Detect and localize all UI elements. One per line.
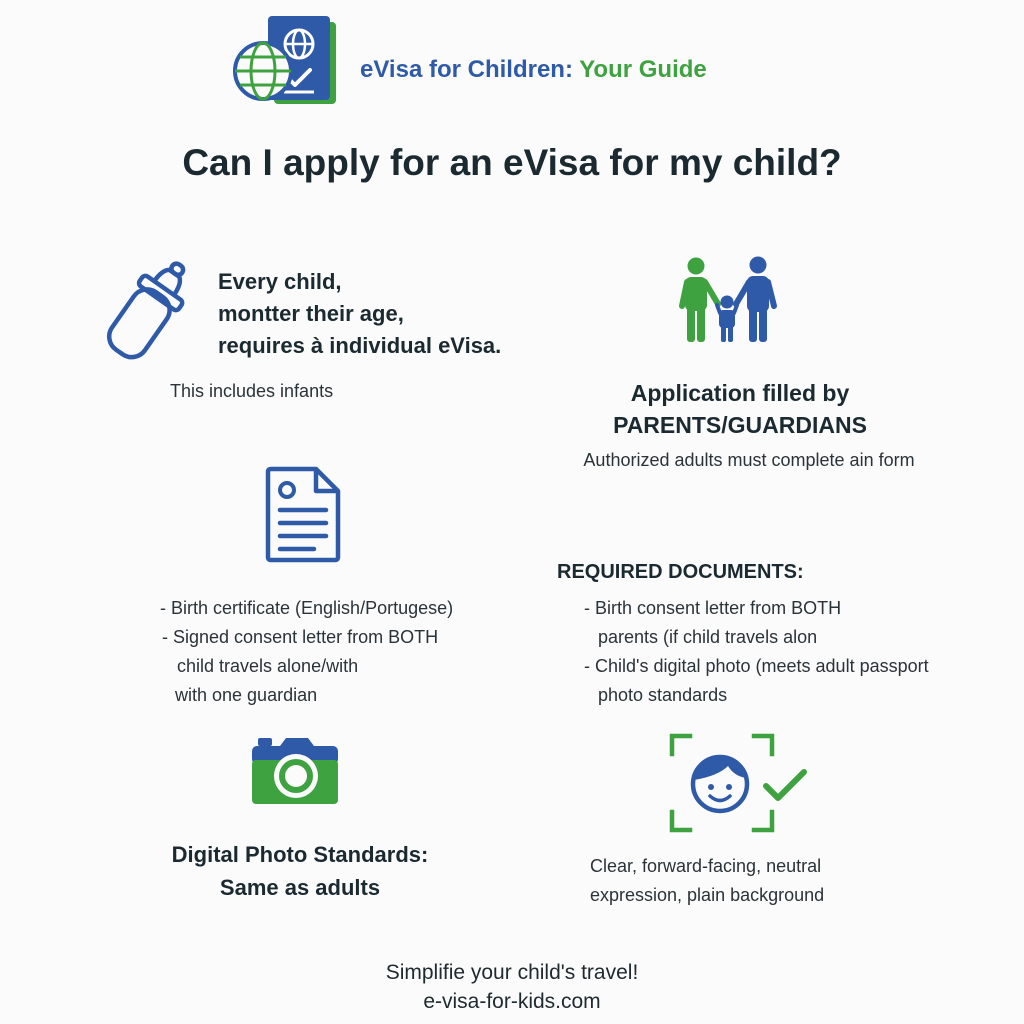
footer-website: e-visa-for-kids.com — [423, 990, 601, 1013]
list-item: parents (if child travels alon — [598, 627, 818, 647]
application-title-line: Application filled by — [630, 380, 850, 406]
right-documents-list — [584, 594, 929, 710]
photo-standards-title — [140, 838, 460, 904]
brand-title-part2: Your Guide — [579, 56, 707, 83]
child-rule-line: Every child, — [218, 269, 342, 294]
required-documents-heading: REQUIRED DOCUMENTS: — [557, 561, 804, 583]
list-item: child travels alone/with — [177, 656, 359, 676]
list-item: - Birth consent letter from BOTH — [584, 598, 842, 618]
application-subtitle: Authorized adults must complete ain form — [583, 450, 915, 470]
list-item: - Child's digital photo (meets adult passport — [584, 656, 929, 676]
footer — [0, 958, 1024, 1016]
child-rule-line: montter their age, — [218, 301, 404, 326]
left-documents-list — [160, 594, 453, 710]
list-item: with one guardian — [175, 685, 318, 705]
list-item: photo standards — [598, 685, 728, 705]
globe-icon — [232, 40, 294, 102]
photo-standards-line: Same as adults — [219, 875, 381, 900]
child-rule-text — [218, 266, 501, 362]
camera-icon — [250, 736, 340, 806]
application-title-line: PARENTS/GUARDIANS — [613, 412, 867, 438]
photo-description — [590, 852, 824, 910]
family-icon — [676, 256, 780, 346]
application-title — [560, 377, 920, 441]
checkmark-icon — [762, 766, 808, 806]
face-scan-icon — [668, 732, 776, 834]
page-title: Can I apply for an eVisa for my child? — [182, 142, 842, 183]
child-rule-line: requires à individual eVisa. — [218, 333, 502, 358]
brand-title-part1: eVisa for Children: — [360, 56, 573, 83]
infants-note: This includes infants — [170, 381, 334, 401]
list-item: - Signed consent letter from BOTH — [162, 627, 439, 647]
footer-tagline: Simplifie your child's travel! — [385, 961, 639, 984]
baby-bottle-icon — [98, 255, 198, 367]
photo-description-line: Clear, forward-facing, neutral — [590, 856, 822, 876]
photo-standards-line: Digital Photo Standards: — [171, 842, 429, 867]
document-icon — [264, 466, 342, 564]
photo-description-line: expression, plain background — [590, 885, 825, 905]
brand-title — [360, 56, 707, 84]
list-item: - Birth certificate (English/Portugese) — [160, 598, 454, 618]
